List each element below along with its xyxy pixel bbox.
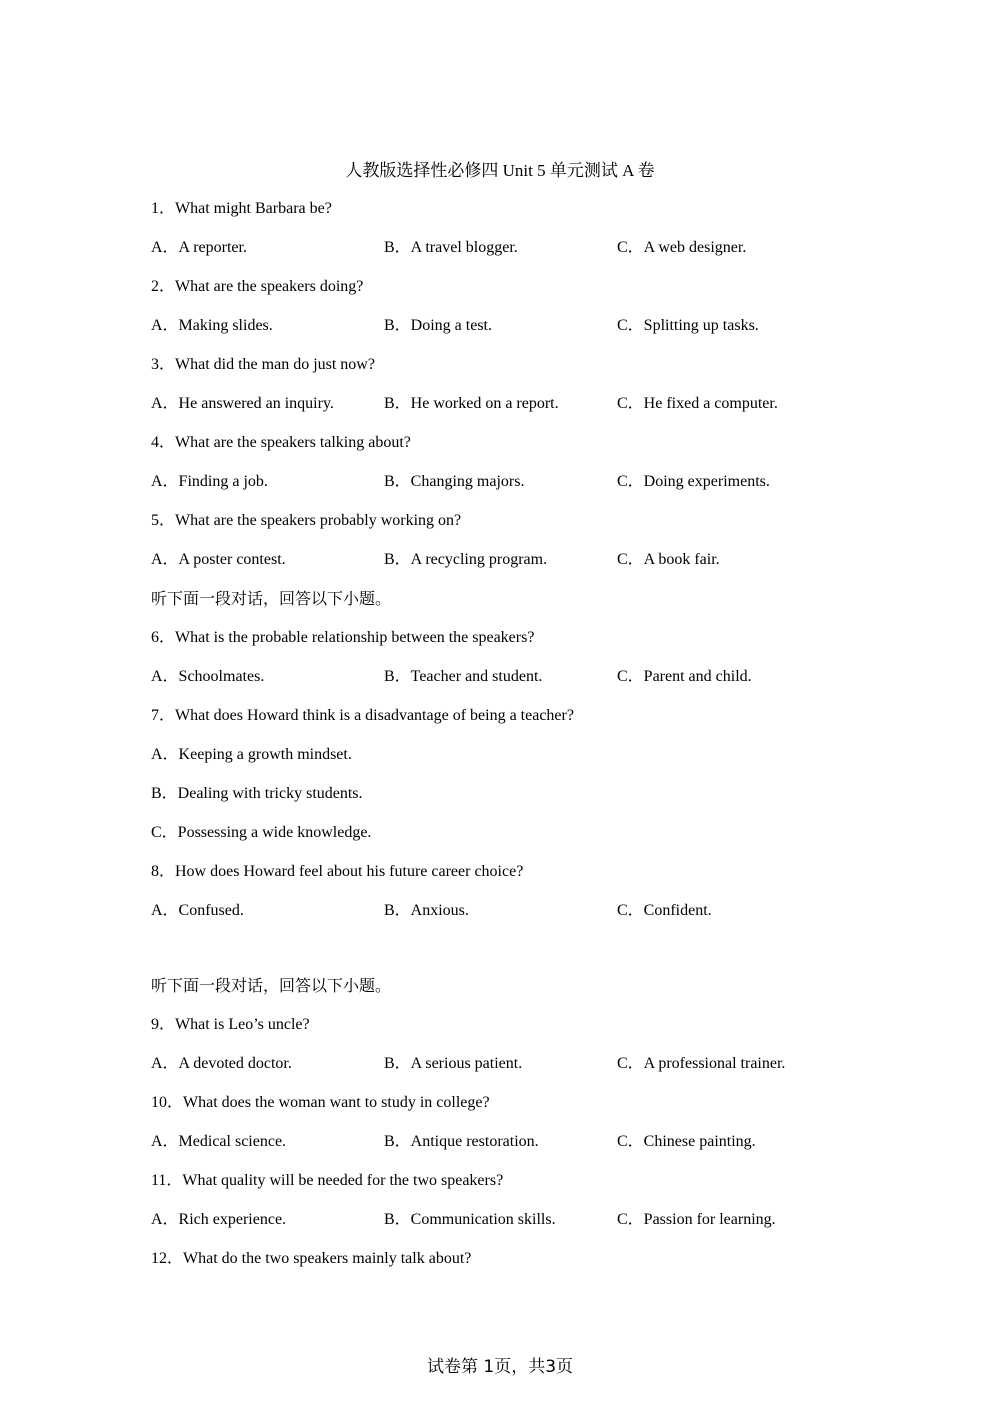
option-a: A．Confused. [151,902,244,919]
question-stem: 5．What are the speakers probably working on? [151,512,462,529]
option-row [151,1053,851,1092]
page-footer: 试卷第 1页，共3页 [426,1357,574,1377]
option-b: B．A recycling program. [384,551,548,568]
option-row [151,315,851,354]
option-c: C．Chinese painting. [617,1133,756,1150]
option-a: A．Schoolmates. [151,668,265,685]
option-row [151,471,851,510]
option-b: B．He worked on a report. [384,395,559,412]
option-row [151,1209,851,1248]
option-row [151,666,851,705]
page-title: 人教版选择性必修四 Unit 5 单元测试 A 卷 [345,161,655,180]
option-row [151,237,851,276]
option-a: A．Finding a job. [151,473,268,490]
option-b: B．Teacher and student. [384,668,543,685]
question-stem: 1．What might Barbara be? [151,200,332,217]
question-stem: 7．What does Howard think is a disadvantage of being a teacher? [151,707,574,724]
section-instruction: 听下面一段对话，回答以下小题。 [151,976,392,995]
question-stem: 9．What is Leo’s uncle? [151,1016,310,1033]
option-c: C．Possessing a wide knowledge. [151,824,372,841]
option-b: B．Communication skills. [384,1211,556,1228]
option-a: A．A devoted doctor. [151,1055,292,1072]
option-a: A．He answered an inquiry. [151,395,334,412]
option-b: B．Anxious. [384,902,469,919]
option-a: A．Medical science. [151,1133,287,1150]
option-c: C．Parent and child. [617,668,752,685]
option-c: C．A web designer. [617,239,747,256]
question-stem: 8．How does Howard feel about his future career choice? [151,863,524,880]
spacer [151,939,851,975]
option-a: A．Keeping a growth mindset. [151,746,352,763]
option-c: C．Confident. [617,902,712,919]
option-c: C．A professional trainer. [617,1055,786,1072]
question-stem: 6．What is the probable relationship between the speakers? [151,629,535,646]
question-stem: 3．What did the man do just now? [151,356,375,373]
option-row [151,900,851,939]
option-c: C．Passion for learning. [617,1211,776,1228]
option-row [151,549,851,588]
option-c: C．A book fair. [617,551,720,568]
option-b: B．A travel blogger. [384,239,518,256]
question-stem: 4．What are the speakers talking about? [151,434,411,451]
section-instruction: 听下面一段对话，回答以下小题。 [151,589,392,608]
option-c: C．Splitting up tasks. [617,317,759,334]
option-a: A．A reporter. [151,239,247,256]
option-row [151,393,851,432]
option-b: B．Antique restoration. [384,1133,539,1150]
option-a: A．Rich experience. [151,1211,287,1228]
option-a: A．Making slides. [151,317,273,334]
question-stem: 11．What quality will be needed for the two speakers? [151,1172,504,1189]
option-c: C．Doing experiments. [617,473,770,490]
option-b: B．Dealing with tricky students. [151,785,363,802]
question-list [151,198,851,1287]
option-a: A．A poster contest. [151,551,286,568]
option-c: C．He fixed a computer. [617,395,778,412]
option-row [151,1131,851,1170]
option-b: B．Changing majors. [384,473,525,490]
option-b: B．Doing a test. [384,317,492,334]
question-stem: 2．What are the speakers doing? [151,278,364,295]
option-b: B．A serious patient. [384,1055,523,1072]
question-stem: 12．What do the two speakers mainly talk about? [151,1250,472,1267]
question-stem: 10．What does the woman want to study in college? [151,1094,490,1111]
